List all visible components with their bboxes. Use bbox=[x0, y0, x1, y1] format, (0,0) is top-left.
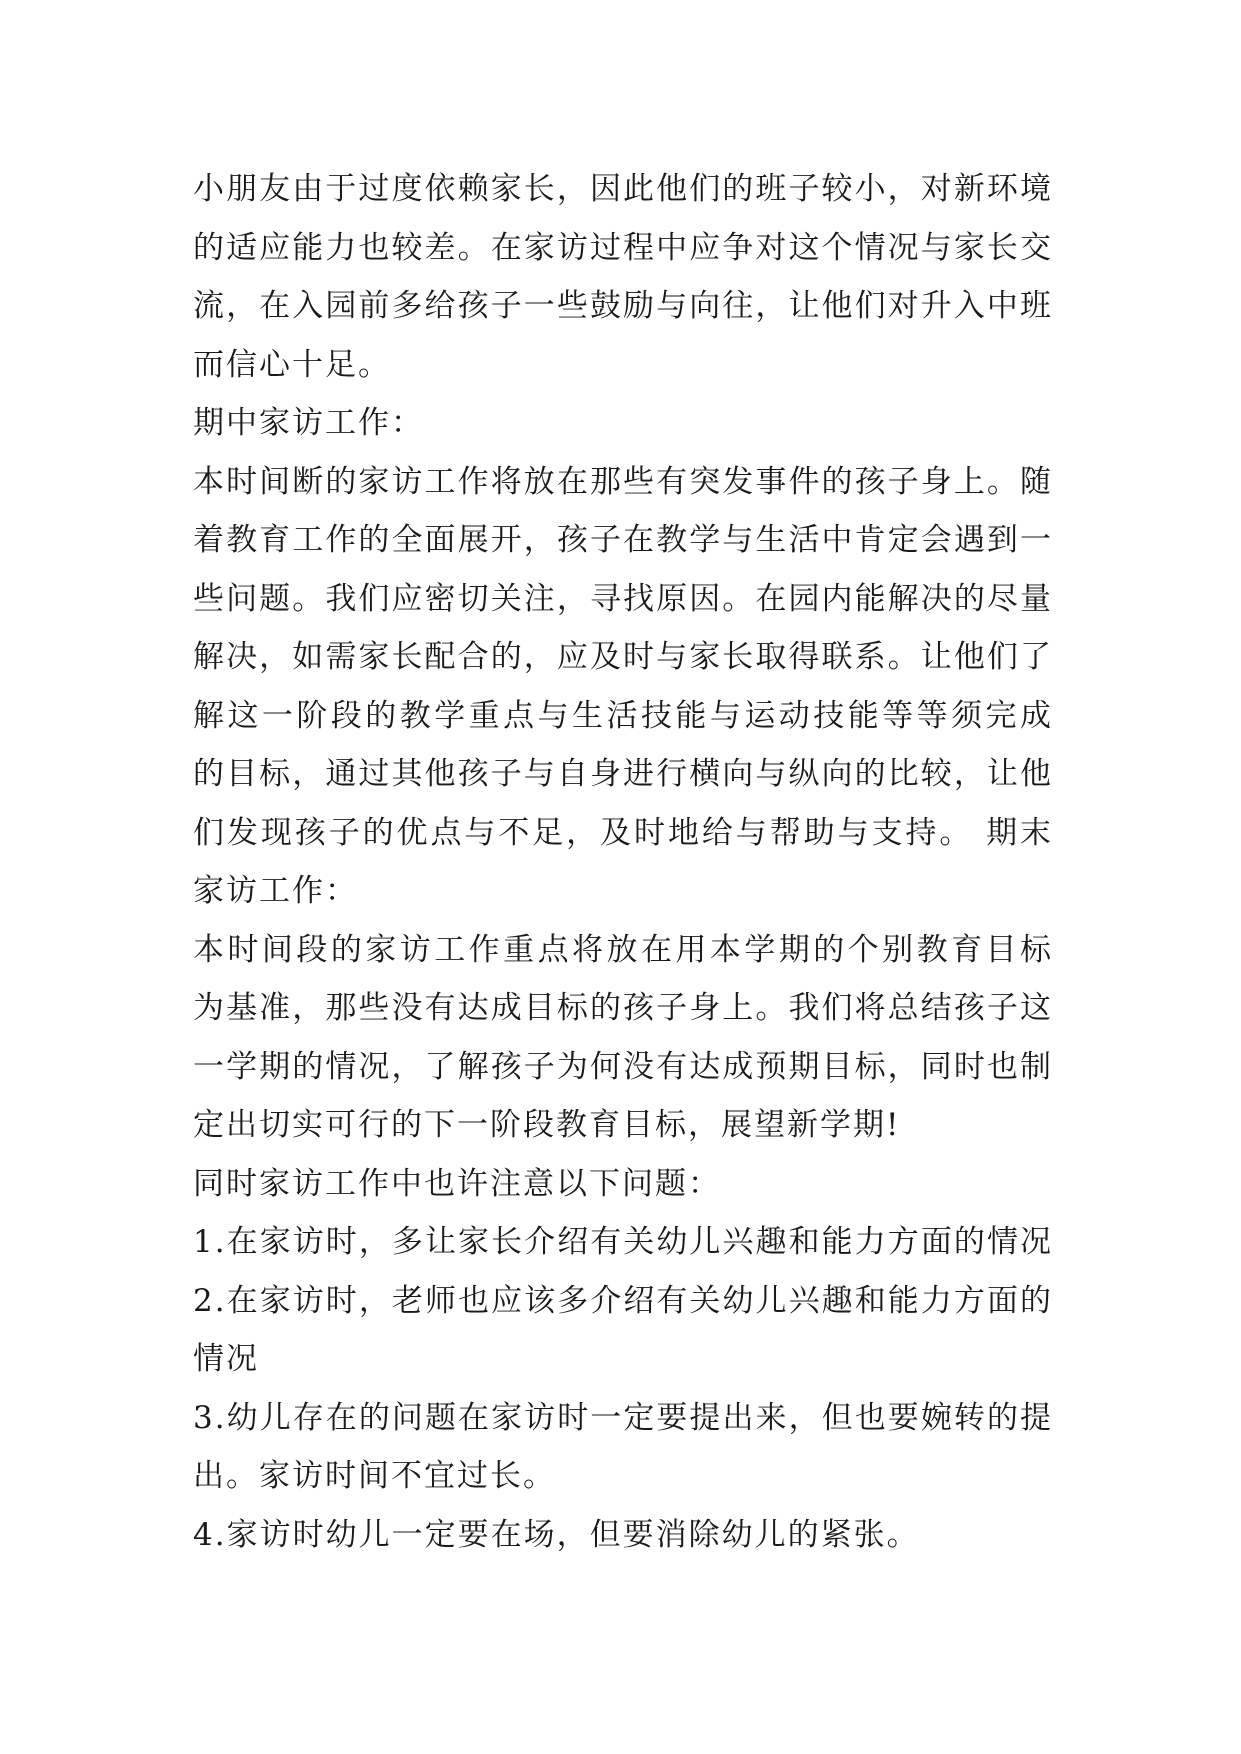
text-line: 一学期的情况，了解孩子为何没有达成预期目标，同时也制 bbox=[193, 1048, 1053, 1085]
text-line: 的目标，通过其他孩子与自身进行横向与纵向的比较，让他 bbox=[193, 756, 1053, 792]
text-line: 本时间段的家访工作重点将放在用本学期的个别教育目标 bbox=[193, 931, 1053, 968]
text-line: 小朋友由于过度依赖家长，因此他们的班子较小，对新环境 bbox=[193, 171, 1053, 207]
text-line: 解决，如需家长配合的，应及时与家长取得联系。让他们了 bbox=[193, 639, 1053, 675]
text-line: 而信心十足。 bbox=[193, 346, 391, 383]
list-item: 4.家访时幼儿一定要在场，但要消除幼儿的紧张。 bbox=[193, 1516, 920, 1553]
text-line: 的适应能力也较差。在家访过程中应争对这个情况与家长交 bbox=[193, 229, 1053, 266]
list-item-continuation: 情况 bbox=[193, 1341, 259, 1377]
text-line: 本时间断的家访工作将放在那些有突发事件的孩子身上。随 bbox=[193, 463, 1053, 500]
text-line: 为基准，那些没有达成目标的孩子身上。我们将总结孩子这 bbox=[193, 990, 1053, 1026]
list-item: 2.在家访时，老师也应该多介绍有关幼儿兴趣和能力方面的 bbox=[193, 1282, 1053, 1319]
section-heading: 家访工作： bbox=[193, 873, 358, 909]
text-line: 流，在入园前多给孩子一些鼓励与向往，让他们对升入中班 bbox=[193, 288, 1053, 324]
text-line: 定出切实可行的下一阶段教育目标，展望新学期! bbox=[193, 1107, 901, 1143]
list-item: 1.在家访时，多让家长介绍有关幼儿兴趣和能力方面的情况 bbox=[193, 1224, 1053, 1260]
list-item-continuation: 出。家访时间不宜过长。 bbox=[193, 1458, 556, 1494]
section-heading: 期中家访工作： bbox=[193, 405, 424, 441]
text-line: 们发现孩子的优点与不足，及时地给与帮助与支持。 期末 bbox=[193, 814, 1053, 851]
text-line: 些问题。我们应密切关注，寻找原因。在园内能解决的尽量 bbox=[193, 580, 1053, 617]
text-line: 着教育工作的全面展开，孩子在教学与生活中肯定会遇到一 bbox=[193, 522, 1053, 558]
list-item: 3.幼儿存在的问题在家访时一定要提出来，但也要婉转的提 bbox=[193, 1399, 1053, 1436]
text-line: 同时家访工作中也许注意以下问题： bbox=[193, 1165, 721, 1202]
text-line: 解这一阶段的教学重点与生活技能与运动技能等等须完成 bbox=[193, 697, 1053, 734]
document-body bbox=[193, 160, 1053, 1564]
